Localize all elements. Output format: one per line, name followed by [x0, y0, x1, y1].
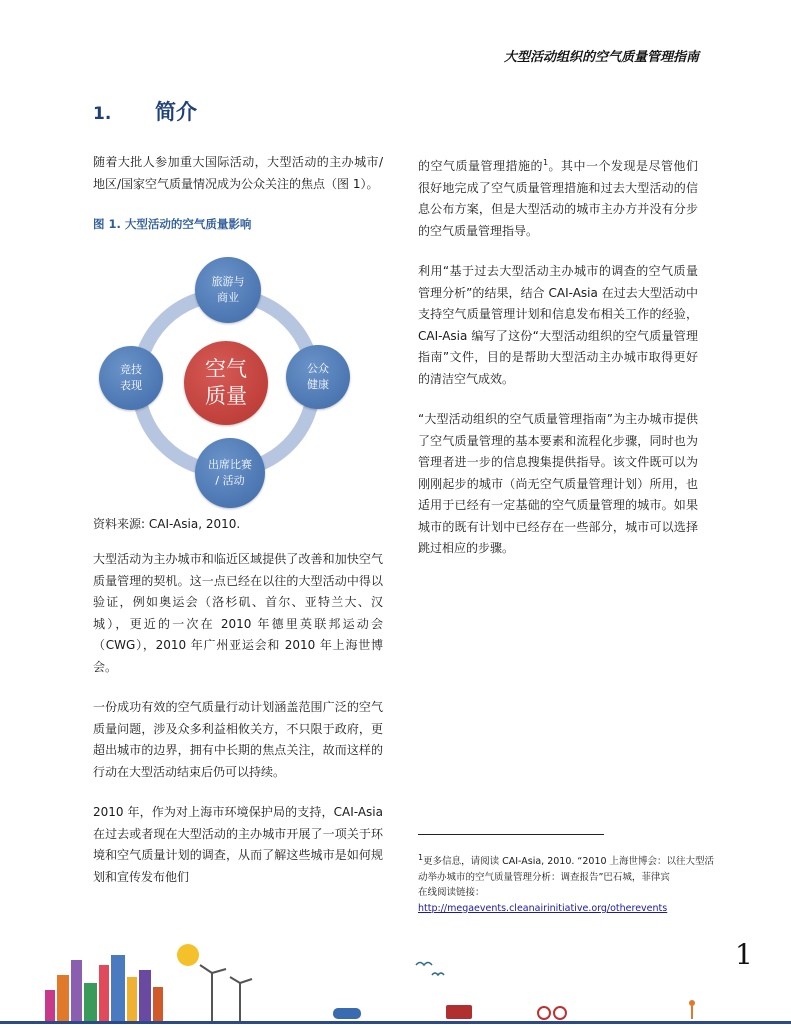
sun-icon [177, 944, 199, 966]
car-icon [333, 1008, 361, 1019]
paragraph-2: 大型活动为主办城市和临近区域提供了改善和加快空气质量管理的契机。这一点已经在以往的大型活动中得以验证，例如奥运会（洛杉矶、首尔、亚特兰大、汉城），更近的一次在 2010 年德里英联邦运动会（CWG），2010 年广州亚运会和 2010 年上海世博会。 [93, 552, 383, 674]
footnote-text: $^1$更多信息，请阅读 CAI-Asia, 2010. “2010 上海世博会：以往大型活动举办城市的空气质量管理分析：调查报告”巴石城，菲律宾 [418, 853, 715, 883]
document-header-title: 大型活动组织的空气质量管理指南 [503, 50, 699, 65]
footnote-ref: 1 [542, 158, 549, 167]
figure-caption: 图 1. 大型活动的空气质量影响 [93, 217, 252, 231]
diagram-node-tourism: 旅游与 商业 [195, 257, 261, 323]
bus-icon [446, 1005, 472, 1019]
city-skyline-illustration [0, 935, 791, 1024]
page-number: 1 [735, 938, 753, 971]
footnote-divider [418, 834, 604, 835]
pedestrian-icon [689, 1000, 695, 1006]
right-paragraph-3: “大型活动组织的空气质量管理指南”为主办城市提供了空气质量管理的基本要素和流程化步骤，同时也为管理者进一步的信息搜集提供指导。该文件既可以为刚刚起步的城市（尚无空气质量管理计划）所用，也适用于已经有一定基础的空气质量管理的城市。如果城市的既有计划中已经存在一些部分，城市可以选择跳过相应的步骤。 [418, 412, 698, 555]
right-paragraph-2: 利用“基于过去大型活动主办城市的调查的空气质量管理分析”的结果，结合 CAI-Asia 在过去大型活动中支持空气质量管理计划和信息发布相关工作的经验，CAI-Asia 编写了这份“大型活动组织的空气质量管理指南”文件，目的是帮助大型活动主办城市取得更好的清洁空气成效。 [418, 264, 698, 386]
footnote [418, 850, 718, 916]
paragraph-4: 2010 年，作为对上海市环境保护局的支持，CAI-Asia 在过去或者现在大型活动的主办城市开展了一项关于环境和空气质量计划的调查，从而了解这些城市是如何规划和宣传发布他们 [93, 805, 383, 884]
bicycle-icon [538, 1007, 550, 1019]
intro-paragraph: 随着大批人参加重大国际活动，大型活动的主办城市/地区/国家空气质量情况成为公众关注的焦点（图 1）。 [93, 155, 383, 191]
section-heading [93, 96, 197, 126]
diagram-node-air-quality: 空气 质量 [184, 341, 268, 425]
diagram-node-performance: 竞技 表现 [99, 346, 163, 410]
air-quality-impact-diagram [93, 255, 343, 510]
diagram-node-public-health: 公众 健康 [286, 345, 350, 409]
figure-source: 资料来源: CAI-Asia, 2010. [93, 517, 241, 531]
footnote-link-label: 在线阅读链接： [418, 887, 485, 899]
right-paragraph-1: 的空气质量管理措施的$^1$。其中一个发现是尽管他们很好地完成了空气质量管理措施和过去大型活动的信息公布方案，但是大型活动的城市主办方并没有分步的空气质量管理指导。 [418, 158, 698, 238]
bird-icon [416, 963, 432, 966]
footer-decoration [0, 935, 791, 1024]
footnote-link[interactable]: http://megaevents.cleanairinitiative.org/otherevents [418, 902, 668, 914]
left-column [93, 152, 383, 236]
paragraph-3: 一份成功有效的空气质量行动计划涵盖范围广泛的空气质量问题，涉及众多利益相攸关方，不只限于政府，更超出城市的边界，拥有中长期的焦点关注，故而这样的行动在大型活动结束后仍可以持续。 [93, 700, 383, 779]
section-number: 1. [93, 104, 112, 124]
left-column-lower [93, 549, 383, 907]
section-title: 简介 [155, 100, 197, 124]
diagram-node-attendance: 出席比赛 / 活动 [195, 438, 265, 508]
bird-icon [432, 973, 444, 975]
right-column [418, 152, 698, 579]
